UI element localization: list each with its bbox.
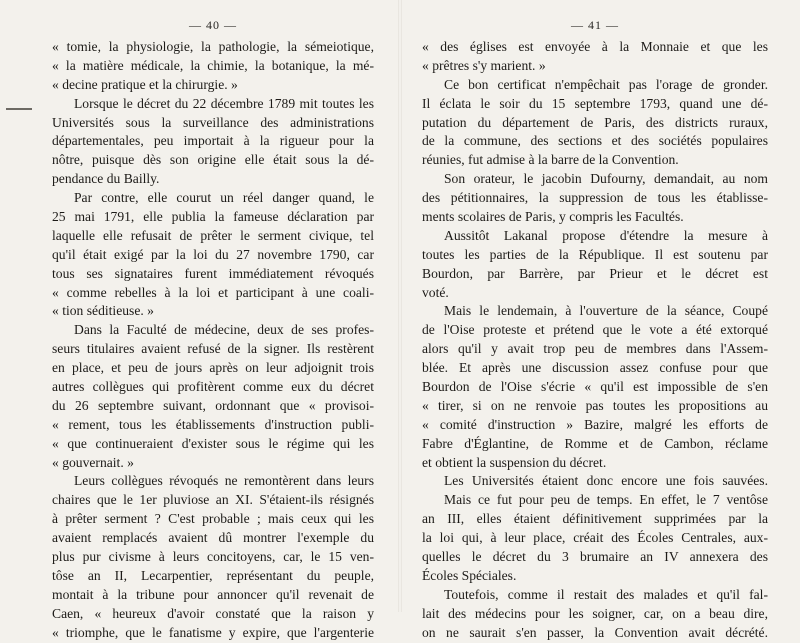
text-line: Mais le lendemain, à l'ouverture de la séance, Coupé bbox=[444, 303, 768, 319]
text-line: lait des médecins pour les soigner, car, on a beau dire, bbox=[422, 605, 768, 621]
text-line: et obtient la suspension du décret. bbox=[422, 454, 607, 470]
text-line: des pétitionnaires, la suppression de tous les établisse- bbox=[422, 190, 768, 206]
text-line: Les Universités étaient donc encore une fois sauvées. bbox=[444, 473, 768, 489]
text-line: Aussitôt Lakanal propose d'étendre la mesure à bbox=[444, 227, 768, 243]
text-line: départementales, peu importait à la rigueur pour la bbox=[52, 133, 374, 149]
text-line: putation du département de Paris, des districts ruraux, bbox=[422, 114, 768, 130]
text-line: an III, elles étaient définitivement supprimées par la bbox=[422, 511, 768, 527]
text-line: à prêter serment ? C'est probable ; mais ceux qui les bbox=[52, 511, 374, 527]
page-number-left: — 40 — bbox=[189, 18, 237, 32]
page-number-right: — 41 — bbox=[571, 18, 619, 32]
text-line: laquelle elle refusait de prêter le serment civique, tel bbox=[52, 227, 374, 243]
text-line: de l'Oise proteste et prétend que le vote a été extorqué bbox=[422, 322, 768, 338]
right-page bbox=[400, 0, 800, 640]
left-page-text bbox=[52, 38, 374, 643]
text-line: « que continueraient d'exister sous le régime qui les bbox=[52, 435, 374, 451]
text-line: nôtre, puisque dès son origine elle était sous la dé- bbox=[52, 152, 374, 168]
text-line: Mais ce fut pour peu de temps. En effet, le 7 ventôse bbox=[444, 492, 768, 508]
text-line: Toutefois, comme il restait des malades et qu'il fal- bbox=[444, 586, 768, 602]
text-line: « gouvernait. » bbox=[52, 454, 134, 470]
text-line: Par contre, elle courut un réel danger quand, le bbox=[74, 190, 374, 206]
text-line: Bourdon, par Barrère, par Prieur et le décret est bbox=[422, 265, 768, 281]
text-line: « tion séditieuse. » bbox=[52, 303, 154, 319]
text-line: Fabre d'Églantine, de Romme et de Cambon, réclame bbox=[422, 435, 768, 451]
text-line: autres collègues qui profitèrent comme eux du décret bbox=[52, 379, 374, 395]
text-line: « tomie, la physiologie, la pathologie, la sémeiotique, bbox=[52, 39, 374, 54]
text-line: « rement, tous les établissements d'instruction publi- bbox=[52, 416, 374, 432]
text-line: Caen, « heureux d'avoir constaté que la raison y bbox=[52, 605, 374, 621]
text-line: « la matière médicale, la chimie, la botanique, la mé- bbox=[52, 57, 374, 73]
text-line: seurs titulaires avaient refusé de la signer. Ils restèrent bbox=[52, 341, 374, 357]
text-line: Dans la Faculté de médecine, deux de ses profes- bbox=[74, 322, 374, 338]
text-line: on ne saurait s'en passer, la Convention avait décrété. bbox=[422, 624, 768, 640]
text-line: « comme rebelles à la loi et participant à une coali- bbox=[52, 284, 374, 300]
text-line: de la commune, des sections et des sociétés populaires bbox=[422, 133, 768, 149]
text-line: Son orateur, le jacobin Dufourny, demandait, au nom bbox=[444, 171, 768, 187]
text-line: alors qu'il y avait trop peu de membres dans l'Assem- bbox=[422, 341, 768, 357]
text-line: montait à la tribune pour annoncer qu'il revenait de bbox=[52, 586, 374, 602]
text-line: en place, et peu de jours après on leur adjoignit trois bbox=[52, 360, 374, 376]
text-line: pendance du Bailly. bbox=[52, 171, 160, 187]
text-line: Bourdon de l'Oise s'écrie « qu'il est impossible de s'en bbox=[422, 379, 768, 395]
text-line: voté. bbox=[422, 284, 449, 300]
text-line: plus pur civisme à leurs concitoyens, car, le 15 ven- bbox=[52, 549, 374, 565]
text-line: toutes les parties de la République. Il est soutenu par bbox=[422, 246, 768, 262]
text-line: réunies, fut admise à la barre de la Convention. bbox=[422, 152, 679, 168]
text-line: quelles le décret du 3 brumaire an IV annexera des bbox=[422, 549, 768, 565]
margin-pencil-mark bbox=[6, 108, 32, 110]
right-page-text bbox=[422, 38, 768, 643]
text-line: blée. Et après une discussion assez confuse pour que bbox=[422, 360, 768, 376]
text-line: « triomphe, que le fanatisme y expire, que l'argenterie bbox=[52, 624, 374, 640]
text-line: avaient remplacés avaient dû montrer l'exemple du bbox=[52, 530, 374, 546]
text-line: 25 mai 1791, elle publia la fameuse déclaration par bbox=[52, 209, 374, 225]
text-line: Il éclata le soir du 15 septembre 1793, quand une dé- bbox=[422, 95, 768, 111]
text-line: Leurs collègues révoqués ne remontèrent dans leurs bbox=[74, 473, 374, 489]
text-line: Lorsque le décret du 22 décembre 1789 mit toutes les bbox=[74, 95, 374, 111]
text-line: « comité d'instruction » Bazire, malgré les efforts de bbox=[422, 416, 768, 432]
text-line: « des églises est envoyée à la Monnaie et que les bbox=[422, 39, 768, 54]
text-line: Universités sous la surveillance des administrations bbox=[52, 114, 374, 130]
text-line: Ce bon certificat n'empêchait pas l'orage de gronder. bbox=[444, 76, 768, 92]
text-line: tous ses signataires furent immédiatement révoqués bbox=[52, 265, 374, 281]
text-line: « prêtres s'y marient. » bbox=[422, 57, 546, 73]
text-line: chaires que le 1er pluviose an XI. S'étaient-ils résignés bbox=[52, 492, 374, 508]
text-line: ments scolaires de Paris, y compris les Facultés. bbox=[422, 209, 684, 225]
text-line: qu'il était exigé par la loi du 27 novembre 1790, car bbox=[52, 246, 374, 262]
left-page bbox=[0, 0, 400, 640]
text-line: Écoles Spéciales. bbox=[422, 567, 517, 583]
text-line: la loi qui, à leur place, créait des Écoles Centrales, aux- bbox=[422, 530, 768, 546]
text-line: « tirer, si on ne renvoie pas toutes les propositions au bbox=[422, 397, 768, 413]
text-line: tôse an II, Lecarpentier, représentant du peuple, bbox=[52, 567, 374, 583]
text-line: « decine pratique et la chirurgie. » bbox=[52, 76, 238, 92]
text-line: du 26 septembre suivant, ordonnant que « provisoi- bbox=[52, 397, 374, 413]
